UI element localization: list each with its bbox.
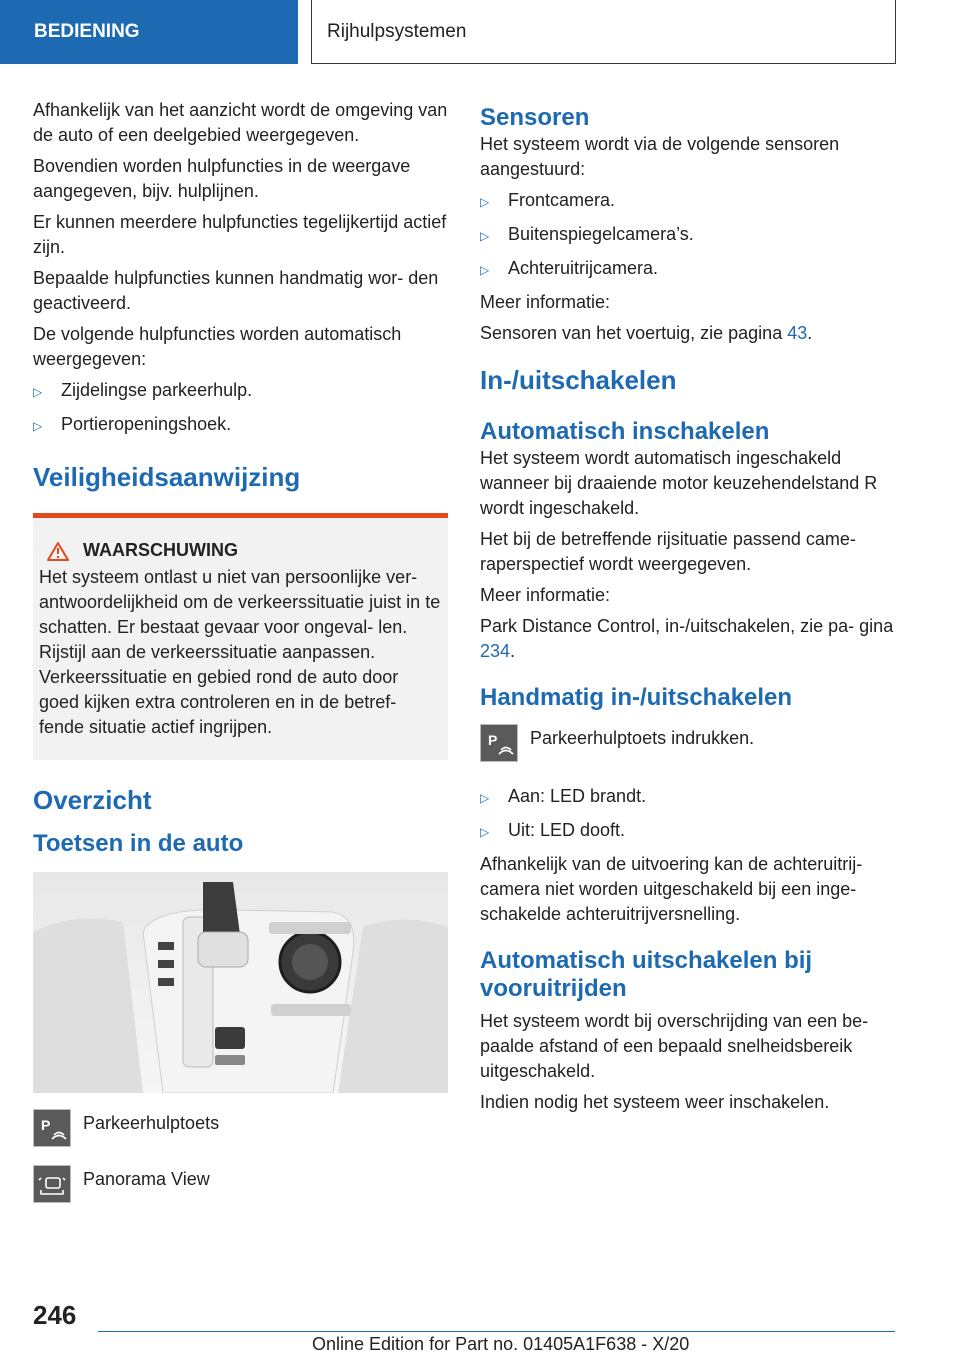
warning-text: Het systeem ontlast u niet van persoonlijke ver- antwoordelijkheid om de verkeerssituatie juist in te schatten. Er bestaat gevaar voor ongeval- len. Rijstijl aan de verkeerssituatie aanpassen. Verkeerssituatie en gebied rond de auto door goed kijken extra controleren en in de betref- fende situatie actief ingrijpen. bbox=[39, 567, 441, 737]
icon-label: Parkeerhulptoets indrukken. bbox=[530, 728, 755, 748]
reference-end: . bbox=[510, 641, 516, 661]
warning-title bbox=[39, 540, 442, 561]
list-item bbox=[480, 818, 898, 845]
parking-assist-icon bbox=[480, 724, 518, 762]
list-item-text: Achteruitrijcamera. bbox=[508, 258, 659, 278]
warning-triangle-icon bbox=[47, 541, 69, 561]
chapter-title: Rijhulpsystemen bbox=[327, 20, 467, 42]
page-link[interactable]: 234 bbox=[480, 641, 511, 661]
list-item-text: Uit: LED dooft. bbox=[508, 820, 626, 840]
page-number: 246 bbox=[33, 1300, 77, 1330]
parking-assist-icon bbox=[33, 1109, 71, 1147]
edition-text: Online Edition for Part no. 01405A1F638 - X/20 bbox=[312, 1334, 690, 1354]
right-column bbox=[480, 98, 898, 1121]
triangle-bullet-icon: ▷ bbox=[480, 263, 490, 277]
cross-reference bbox=[480, 321, 898, 346]
triangle-bullet-icon: ▷ bbox=[480, 825, 490, 839]
heading-safety: Veiligheidsaanwijzing bbox=[33, 462, 301, 492]
heading-auto-on: Automatisch inschakelen bbox=[480, 418, 770, 445]
paragraph: Het bij de betreffende rijsituatie passend came- raperspectief wordt weergegeven. bbox=[480, 529, 856, 574]
icon-label: Panorama View bbox=[83, 1169, 210, 1189]
list-item-text: Frontcamera. bbox=[508, 190, 616, 210]
cross-reference bbox=[480, 614, 898, 664]
svg-text:P: P bbox=[41, 1117, 51, 1133]
triangle-bullet-icon: ▷ bbox=[480, 791, 490, 805]
triangle-bullet-icon: ▷ bbox=[33, 419, 43, 433]
heading-manual: Handmatig in-/uitschakelen bbox=[480, 684, 793, 711]
list-item bbox=[480, 222, 898, 249]
reference-text: Park Distance Control, in-/uitschakelen, zie pa- gina bbox=[480, 616, 894, 636]
panorama-view-icon bbox=[33, 1165, 71, 1203]
list-item bbox=[33, 412, 448, 439]
heading-buttons: Toetsen in de auto bbox=[33, 830, 244, 857]
heading-overview: Overzicht bbox=[33, 785, 152, 815]
list-item-text: Portieropeningshoek. bbox=[61, 414, 232, 434]
paragraph: De volgende hulpfuncties worden automatisch weergegeven: bbox=[33, 324, 402, 369]
list-item-text: Zijdelingse parkeerhulp. bbox=[61, 380, 253, 400]
icon-label: Parkeerhulptoets bbox=[83, 1113, 220, 1133]
triangle-bullet-icon: ▷ bbox=[480, 229, 490, 243]
page-link[interactable]: 43 bbox=[787, 323, 808, 343]
icon-legend-row bbox=[33, 1165, 448, 1203]
paragraph: Afhankelijk van de uitvoering kan de achteruitrij- camera niet worden uitgeschakeld bij een inge- schakelde achteruitrijversnelling. bbox=[480, 854, 863, 924]
section-header bbox=[0, 0, 298, 64]
paragraph: Bovendien worden hulpfuncties in de weergave aangegeven, bijv. hulplijnen. bbox=[33, 156, 411, 201]
list-item-text: Buitenspiegelcamera’s. bbox=[508, 224, 694, 244]
reference-text: Sensoren van het voertuig, zie pagina bbox=[480, 323, 788, 343]
paragraph: Het systeem wordt automatisch ingeschakeld wanneer bij draaiende motor keuzehendelstand R wordt ingeschakeld. bbox=[480, 448, 878, 518]
footer-divider bbox=[98, 1331, 895, 1332]
paragraph: Bepaalde hulpfuncties kunnen handmatig wor- den geactiveerd. bbox=[33, 268, 439, 313]
chapter-header bbox=[311, 0, 896, 64]
paragraph: Er kunnen meerdere hulpfuncties tegelijkertijd actief zijn. bbox=[33, 212, 447, 257]
center-console-photo bbox=[33, 872, 448, 1093]
list-item bbox=[33, 378, 448, 405]
heading-on-off: In-/uitschakelen bbox=[480, 365, 677, 395]
warning-title-text: WAARSCHUWING bbox=[83, 540, 238, 560]
paragraph: Meer informatie: bbox=[480, 292, 611, 312]
triangle-bullet-icon: ▷ bbox=[33, 385, 43, 399]
heading-sensors: Sensoren bbox=[480, 104, 590, 131]
reference-end: . bbox=[807, 323, 813, 343]
triangle-bullet-icon: ▷ bbox=[480, 195, 490, 209]
heading-auto-off: Automatisch uitschakelen bij vooruitrijden bbox=[480, 947, 813, 1002]
paragraph: Het systeem wordt bij overschrijding van een be- paalde afstand of een bepaald snelheidsbereik uitgeschakeld. bbox=[480, 1011, 869, 1081]
list-item bbox=[480, 256, 898, 283]
list-item bbox=[480, 188, 898, 215]
paragraph: Afhankelijk van het aanzicht wordt de omgeving van de auto of een deelgebied weergegeven. bbox=[33, 100, 448, 145]
warning-box bbox=[33, 513, 448, 760]
svg-text:P: P bbox=[488, 732, 498, 748]
icon-instruction-row bbox=[480, 724, 898, 762]
list-item-text: Aan: LED brandt. bbox=[508, 786, 647, 806]
left-column bbox=[33, 98, 448, 1221]
section-title: BEDIENING bbox=[34, 21, 140, 42]
list-item bbox=[480, 784, 898, 811]
icon-legend-row bbox=[33, 1109, 448, 1147]
paragraph: Het systeem wordt via de volgende sensoren aangestuurd: bbox=[480, 134, 840, 179]
paragraph: Meer informatie: bbox=[480, 585, 611, 605]
paragraph: Indien nodig het systeem weer inschakelen. bbox=[480, 1092, 830, 1112]
